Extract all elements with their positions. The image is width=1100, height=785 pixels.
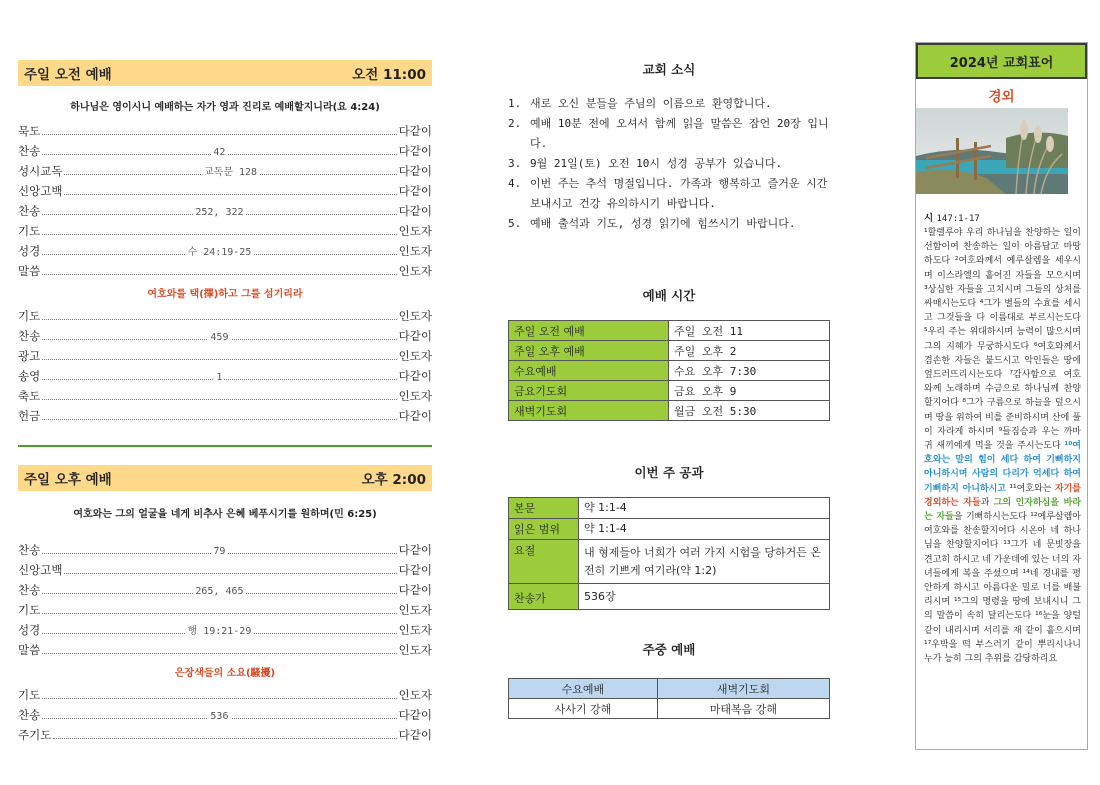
weekly-header-wednesday: 수요예배: [509, 679, 658, 699]
order-leader: 인도자: [398, 389, 432, 403]
news-title: 교회 소식: [642, 62, 696, 77]
morning-service-time: 오전 11:00: [352, 67, 426, 83]
table-key: 주일 오후 예배: [509, 341, 669, 361]
news-text: 예배 10분 전에 오셔서 함께 읽을 말씀은 잠언 20장 입니다.: [530, 117, 829, 150]
table-value: 수요 오후 7:30: [669, 361, 830, 381]
news-item: [508, 154, 830, 174]
order-detail: 수 24:19-25: [186, 243, 254, 258]
order-leader: 다같이: [398, 204, 432, 218]
order-row: [18, 638, 432, 658]
landscape-photo: [916, 108, 1068, 194]
afternoon-service-header: [18, 465, 432, 491]
order-leader: 다같이: [398, 708, 432, 722]
weekly-value-dawn: 마태복음 강해: [657, 699, 829, 719]
afternoon-sermon-title: 은장색들의 소요(騷擾): [174, 668, 276, 679]
psalm-part-3b: 과: [980, 497, 990, 508]
table-row: [509, 540, 830, 584]
order-label: 묵도: [18, 124, 41, 138]
order-leader: 다같이: [398, 144, 432, 158]
lesson-table: [508, 497, 830, 610]
psalm-verses: 147:1-17: [936, 214, 980, 224]
order-label: 말씀: [18, 643, 41, 657]
order-row: [18, 578, 432, 598]
dotted-leader: [42, 147, 396, 158]
schedule-table: [508, 320, 830, 421]
left-column: [18, 60, 432, 743]
order-leader: 다같이: [398, 124, 432, 138]
afternoon-service-time: 오후 2:00: [361, 472, 426, 488]
order-detail: 536: [210, 711, 229, 722]
order-leader: 인도자: [398, 603, 432, 617]
news-number: 2.: [508, 117, 522, 130]
news-text: 예배 출석과 기도, 성경 읽기에 힘쓰시기 바랍니다.: [530, 217, 796, 230]
table-value: 주일 오후 2: [669, 341, 830, 361]
weekly-value-wednesday: 사사기 강해: [509, 699, 658, 719]
news-number: 1.: [508, 97, 522, 110]
schedule-title: 예배 시간: [642, 288, 696, 303]
order-row: [18, 324, 432, 344]
table-row: [509, 341, 830, 361]
order-detail: 252, 322: [195, 207, 244, 218]
table-value: 내 형제들아 너희가 여러 가지 시험을 당하거든 온전히 기쁘게 여기라(약 1:2): [579, 540, 830, 584]
order-row: [18, 159, 432, 179]
weekly-header-dawn: 새벽기도회: [657, 679, 829, 699]
order-leader: 다같이: [398, 369, 432, 383]
news-number: 3.: [508, 157, 522, 170]
order-leader: 다같이: [398, 409, 432, 423]
psalm-part-3a: ¹¹여호와는: [1009, 483, 1052, 494]
news-item: [508, 174, 830, 214]
table-value: 금요 오후 9: [669, 381, 830, 401]
order-row: [18, 683, 432, 703]
table-key: 금요기도회: [509, 381, 669, 401]
morning-sermon-title: 여호와를 택(擇)하고 그를 섬기리라: [147, 289, 303, 300]
news-list: [508, 94, 830, 234]
dotted-leader: [42, 274, 396, 275]
dotted-leader: [42, 207, 396, 218]
table-value: 약 1:1-4: [579, 498, 830, 519]
table-key: 읽은 범위: [509, 519, 579, 540]
order-row: [18, 723, 432, 743]
order-leader: 다같이: [398, 563, 432, 577]
order-detail: 1: [216, 372, 223, 383]
table-value: 약 1:1-4: [579, 519, 830, 540]
order-label: 찬송: [18, 144, 41, 158]
dotted-leader: [42, 234, 396, 235]
news-item: [508, 94, 830, 114]
order-leader: 인도자: [398, 264, 432, 278]
news-text: 9월 21일(토) 오전 10시 성경 공부가 있습니다.: [530, 157, 783, 170]
psalm-highlight-blue: ¹⁰여호와는 말의 힘이 세다 하여 기뻐하지 아니하시며 사람의 다리가 억세다 하여 기뻐하지 아니하시고: [924, 441, 1081, 494]
lesson-title: 이번 주 공과: [634, 465, 704, 480]
order-leader: 다같이: [398, 728, 432, 742]
afternoon-verse: 여호와는 그의 얼굴을 네게 비추사 은혜 베푸시기를 원하며(민 6:25): [73, 509, 377, 520]
table-value: 주일 오전 11: [669, 321, 830, 341]
order-label: 찬송: [18, 543, 41, 557]
table-row: [509, 381, 830, 401]
motto-theme: 경외: [988, 89, 1015, 105]
order-label: 주기도: [18, 728, 52, 742]
order-label: 성경: [18, 623, 41, 637]
order-label: 기도: [18, 603, 41, 617]
order-detail: 42: [213, 147, 226, 158]
order-row: [18, 304, 432, 324]
order-leader: 다같이: [398, 184, 432, 198]
dotted-leader: [42, 247, 396, 258]
order-row: [18, 259, 432, 279]
order-label: 기도: [18, 688, 41, 702]
order-leader: 인도자: [398, 224, 432, 238]
afternoon-service-title: 주일 오후 예배: [24, 472, 112, 488]
order-label: 찬송: [18, 329, 41, 343]
dotted-leader: [42, 359, 396, 360]
order-label: 신앙고백: [18, 184, 63, 198]
psalm-book: 시: [924, 213, 934, 224]
order-row: [18, 199, 432, 219]
table-key: 본문: [509, 498, 579, 519]
order-label: 광고: [18, 349, 41, 363]
order-detail: 행 19:21-29: [186, 622, 254, 637]
order-detail: 459: [210, 332, 229, 343]
table-key: 수요예배: [509, 361, 669, 381]
order-row: [18, 139, 432, 159]
order-row: [18, 344, 432, 364]
dotted-leader: [64, 194, 396, 195]
morning-verse: 하나님은 영이시니 예배하는 자가 영과 진리로 예배할지니라(요 4:24): [70, 102, 380, 113]
psalm-highlight-green: 그의 인자하심을 바라는 자들: [924, 497, 1081, 523]
morning-service-title: 주일 오전 예배: [24, 67, 112, 83]
order-leader: 인도자: [398, 623, 432, 637]
order-label: 기도: [18, 224, 41, 238]
news-item: [508, 214, 830, 234]
table-key: 요절: [509, 540, 579, 584]
order-leader: 인도자: [398, 688, 432, 702]
middle-column: [508, 60, 830, 719]
table-key: 새벽기도회: [509, 401, 669, 421]
dotted-leader: [42, 372, 396, 383]
news-text: 이번 주는 추석 명절입니다. 가족과 행복하고 즐거운 시간 보내시고 건강 유의하시기 바랍니다.: [530, 177, 828, 210]
order-row: [18, 384, 432, 404]
order-leader: 다같이: [398, 583, 432, 597]
dotted-leader: [42, 626, 396, 637]
afternoon-order-list-2: [18, 683, 432, 743]
afternoon-order-list: [18, 538, 432, 658]
table-key: 주일 오전 예배: [509, 321, 669, 341]
order-label: 찬송: [18, 708, 41, 722]
psalm-text: [924, 226, 1081, 666]
table-row: [509, 498, 830, 519]
table-row: [509, 584, 830, 610]
order-label: 찬송: [18, 204, 41, 218]
order-label: 신앙고백: [18, 563, 63, 577]
news-number: 4.: [508, 177, 522, 190]
psalm-highlight-red: 자기를 경외하는 자들: [924, 483, 1081, 508]
psalm-part-3c: 을 기뻐하시는도다 ¹²예루살렘아 여호와를 찬송할지어다 시온아 네 하나님을 찬양할지어다 ¹³그가 네 문빗장을 견고히 하시고 네 가운데에 있는 너의 자녀들에게 복을 주셨으며 ¹⁴네 경내를 평안하게 하시고 아름다운 밀로 너를 배불리시며 ¹⁵그의 명령을 땅에 보내시니 그의 말씀이 속히 달리는도다 ¹⁶눈을 양털 같이 내리시며 서리를 재 같이 흩으시며 ¹⁷우박을 떡 부스러기 같이 뿌리시나니 누가 능히 그의 추위를 감당하리요: [924, 512, 1081, 665]
dotted-leader: [42, 546, 396, 557]
order-leader: 인도자: [398, 244, 432, 258]
order-leader: 다같이: [398, 164, 432, 178]
table-key: 찬송가: [509, 584, 579, 610]
table-value: 월금 오전 5:30: [669, 401, 830, 421]
psalm-part-1: ¹할렐루야 우리 하나님을 찬양하는 일이 선함이여 찬송하는 일이 아름답고 마땅하도다 ²여호와께서 예루살렘을 세우시며 이스라엘의 흩어진 자들을 모으시며 ³상심한 자들을 고치시며 그들의 상처를 싸매시는도다 ⁴그가 별들의 수효를 세시고 그것들을 다 이름대로 부르시는도다 ⁵우리 주는 위대하시며 능력이 많으시며 그의 지혜가 무궁하시도다 ⁶여호와께서 겸손한 자들은 붙드시고 악인들은 땅에 엎드러뜨리시는도다 ⁷감사함으로 여호와께 노래하며 수금으로 하나님께 찬양할지어다 ⁸그가 구름으로 하늘을 덮으시며 땅을 위하여 비를 준비하시며 산에 풀이 자라게 하시며 ⁹들짐승과 우는 까마귀 새끼에게 먹을 것을 주시는도다: [924, 228, 1081, 452]
weekly-table: [508, 678, 830, 719]
order-row: [18, 618, 432, 638]
order-row: [18, 364, 432, 384]
order-label: 성경: [18, 244, 41, 258]
news-text: 새로 오신 분들을 주님의 이름으로 환영합니다.: [530, 97, 772, 110]
order-leader: 인도자: [398, 643, 432, 657]
order-row: [18, 219, 432, 239]
dotted-leader: [42, 399, 396, 400]
motto-panel: [915, 42, 1088, 750]
order-row: [18, 538, 432, 558]
news-number: 5.: [508, 217, 522, 230]
order-leader: 다같이: [398, 329, 432, 343]
table-row: [509, 519, 830, 540]
dotted-leader: [42, 134, 396, 135]
dotted-leader: [42, 698, 396, 699]
order-label: 축도: [18, 389, 41, 403]
news-item: [508, 114, 830, 154]
weekly-title: 주중 예배: [642, 642, 696, 657]
order-row: [18, 239, 432, 259]
dotted-leader: [42, 586, 396, 597]
order-label: 송영: [18, 369, 41, 383]
order-row: [18, 119, 432, 139]
order-row: [18, 598, 432, 618]
order-label: 성시교독: [18, 164, 63, 178]
section-divider: [18, 445, 432, 447]
dotted-leader: [42, 319, 396, 320]
order-label: 말씀: [18, 264, 41, 278]
dotted-leader: [42, 332, 396, 343]
morning-order-list: [18, 119, 432, 279]
dotted-leader: [53, 738, 396, 739]
morning-order-list-2: [18, 304, 432, 424]
order-detail: 265, 465: [195, 586, 244, 597]
dotted-leader: [42, 613, 396, 614]
order-leader: 인도자: [398, 309, 432, 323]
table-row: [509, 401, 830, 421]
dotted-leader: [64, 573, 396, 574]
dotted-leader: [42, 653, 396, 654]
dotted-leader: [42, 711, 396, 722]
order-leader: 인도자: [398, 349, 432, 363]
table-row: [509, 361, 830, 381]
order-row: [18, 404, 432, 424]
order-detail: 79: [213, 546, 226, 557]
order-label: 기도: [18, 309, 41, 323]
morning-service-header: [18, 60, 432, 86]
psalm-reference: [924, 210, 1081, 224]
order-detail: 교독문 128: [202, 163, 259, 178]
table-value: 536장: [579, 584, 830, 610]
order-leader: 다같이: [398, 543, 432, 557]
table-row: [509, 321, 830, 341]
dotted-leader: [42, 419, 396, 420]
order-label: 헌금: [18, 409, 41, 423]
order-row: [18, 703, 432, 723]
order-label: 찬송: [18, 583, 41, 597]
order-row: [18, 558, 432, 578]
motto-banner: 2024년 교회표어: [916, 43, 1087, 79]
order-row: [18, 179, 432, 199]
dotted-leader: [64, 167, 396, 178]
